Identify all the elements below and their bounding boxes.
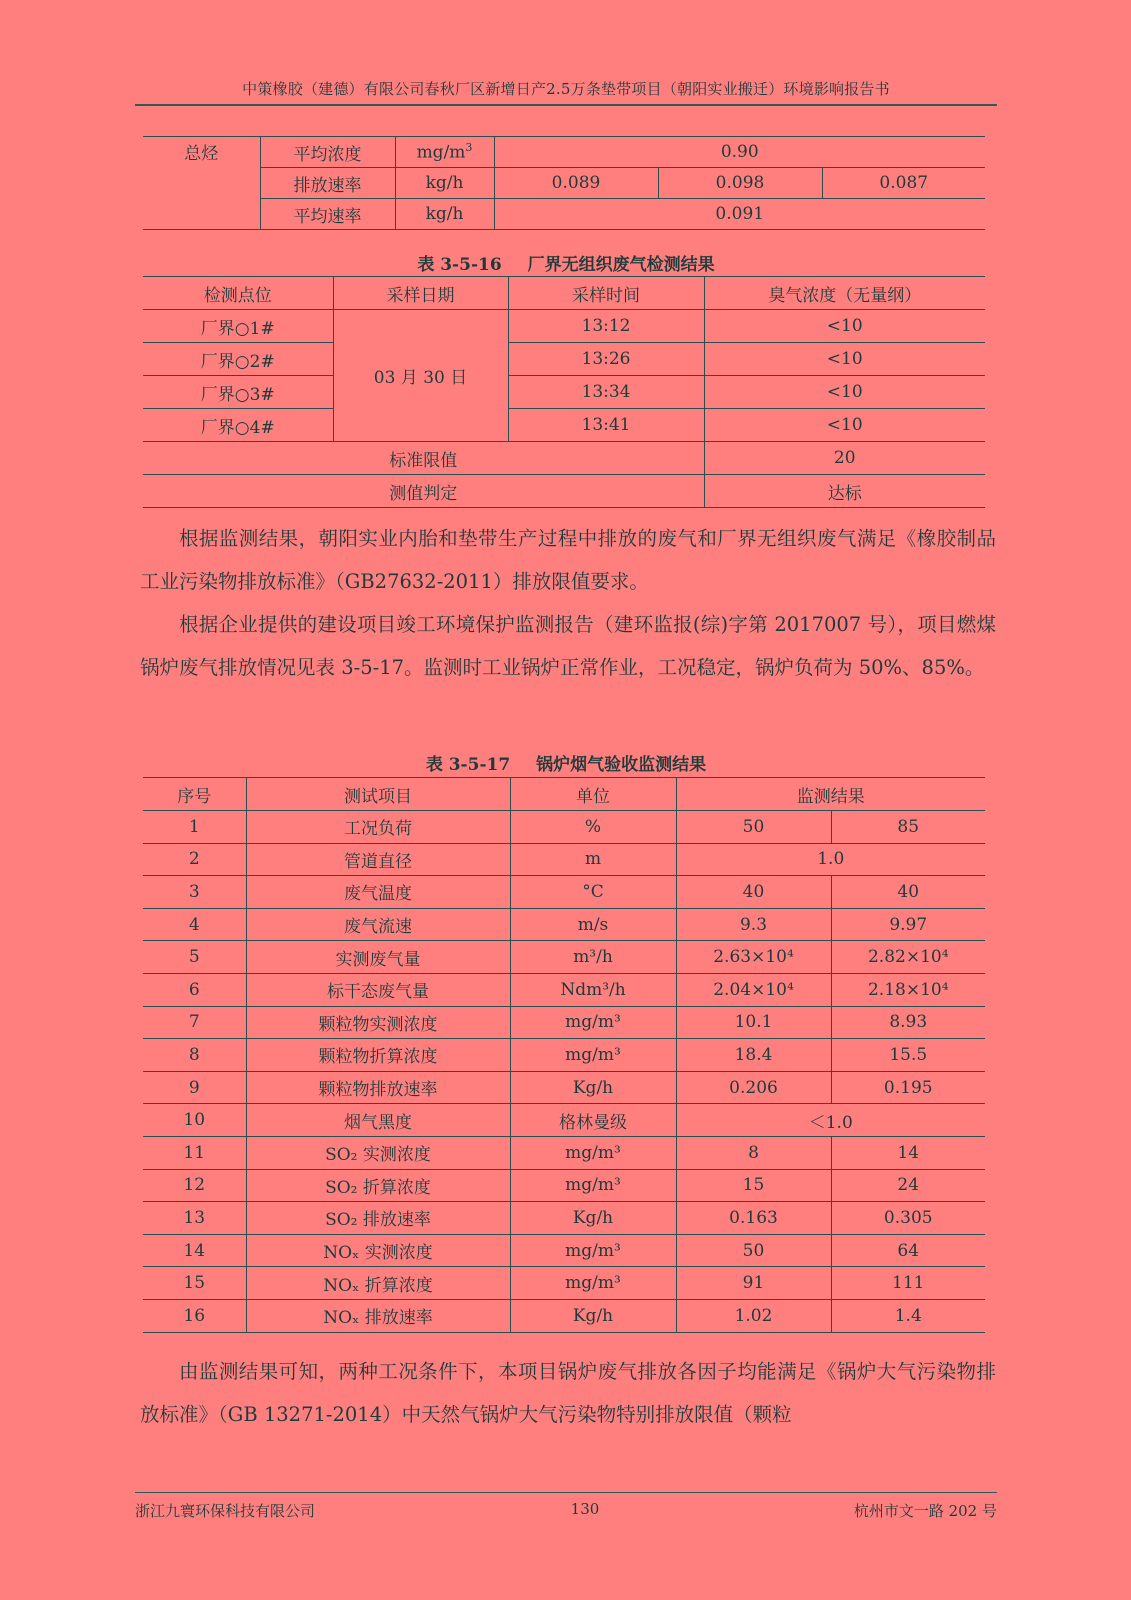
result-load-50: 8 <box>676 1136 831 1169</box>
result-load-50: 50 <box>676 811 831 844</box>
point-cell: 厂界○1# <box>143 310 333 343</box>
header-cell: 臭气浓度（无量纲） <box>704 277 985 310</box>
table17 <box>143 777 985 1333</box>
result-load-85: 85 <box>831 811 985 844</box>
time-cell: 13:12 <box>508 310 704 343</box>
time-cell: 13:41 <box>508 409 704 442</box>
result-load-50: 2.63×10⁴ <box>676 941 831 974</box>
caption-title: 厂界无组织废气检测结果 <box>527 255 715 275</box>
result-load-50: 40 <box>676 876 831 909</box>
test-item: SO₂ 实测浓度 <box>246 1136 510 1169</box>
test-item: 工况负荷 <box>246 811 510 844</box>
body-paragraphs <box>140 517 996 689</box>
table-row <box>143 811 985 844</box>
unit-cell: m/s <box>510 908 676 941</box>
row-item: 平均浓度 <box>260 137 395 168</box>
row-unit: kg/h <box>395 199 494 230</box>
unit-cell: Ndm³/h <box>510 973 676 1006</box>
test-item: 实测废气量 <box>246 941 510 974</box>
running-header: 中策橡胶（建德）有限公司春秋厂区新增日产2.5万条垫带项目（朝阳实业搬迁）环境影响报告书 <box>242 80 890 98</box>
test-item: 废气流速 <box>246 908 510 941</box>
unit-cell: mg/m³ <box>510 1136 676 1169</box>
test-item: NOₓ 折算浓度 <box>246 1267 510 1300</box>
judge-label: 测值判定 <box>143 475 704 508</box>
table-row <box>143 843 985 876</box>
result-load-85: 0.305 <box>831 1202 985 1235</box>
judge-value: 达标 <box>704 475 985 508</box>
unit-cell: m <box>510 843 676 876</box>
table-row <box>143 1299 985 1332</box>
row-unit: $mg/m^3$ <box>395 137 494 168</box>
result-merged: 1.0 <box>676 843 985 876</box>
paragraph-1: 根据监测结果，朝阳实业内胎和垫带生产过程中排放的废气和厂界无组织废气满足《橡胶制品工业污染物排放标准》（GB27632-2011）排放限值要求。 <box>140 527 996 593</box>
row-item: 平均速率 <box>260 199 395 230</box>
header-cell: 测试项目 <box>246 778 510 811</box>
row-number: 13 <box>143 1202 246 1235</box>
header-cell: 监测结果 <box>676 778 985 811</box>
result-load-50: 50 <box>676 1234 831 1267</box>
result-load-50: 18.4 <box>676 1039 831 1072</box>
row-value: 0.089 <box>494 168 658 199</box>
point-cell: 厂界○2# <box>143 343 333 376</box>
caption-number: 表 3-5-16 <box>417 255 502 275</box>
row-number: 15 <box>143 1267 246 1300</box>
row-number: 2 <box>143 843 246 876</box>
footer-rule <box>135 1492 997 1493</box>
header-cell: 序号 <box>143 778 246 811</box>
date-cell: 03 月 30 日 <box>333 310 508 442</box>
total-hydrocarbon-table <box>143 136 985 230</box>
row-number: 5 <box>143 941 246 974</box>
unit-cell: mg/m³ <box>510 1006 676 1039</box>
result-load-85: 15.5 <box>831 1039 985 1072</box>
row-value: 0.90 <box>494 137 985 168</box>
value-cell: <10 <box>704 376 985 409</box>
test-item: 颗粒物实测浓度 <box>246 1006 510 1039</box>
row-number: 6 <box>143 973 246 1006</box>
result-load-85: 14 <box>831 1136 985 1169</box>
result-load-85: 111 <box>831 1267 985 1300</box>
result-load-85: 64 <box>831 1234 985 1267</box>
unit-cell: mg/m³ <box>510 1039 676 1072</box>
table-row <box>143 973 985 1006</box>
table17-caption <box>135 750 997 775</box>
unit-cell: m³/h <box>510 941 676 974</box>
header-cell: 采样时间 <box>508 277 704 310</box>
limit-label: 标准限值 <box>143 442 704 475</box>
test-item: 颗粒物排放速率 <box>246 1071 510 1104</box>
row-value: 0.087 <box>822 168 985 199</box>
result-load-85: 2.18×10⁴ <box>831 973 985 1006</box>
row-number: 16 <box>143 1299 246 1332</box>
row-number: 3 <box>143 876 246 909</box>
row-number: 12 <box>143 1169 246 1202</box>
table-row <box>143 1169 985 1202</box>
result-load-50: 0.163 <box>676 1202 831 1235</box>
unit-cell: °C <box>510 876 676 909</box>
table16-caption <box>135 250 997 275</box>
row-number: 14 <box>143 1234 246 1267</box>
table-row <box>143 1234 985 1267</box>
table-row <box>143 1071 985 1104</box>
row-number: 10 <box>143 1104 246 1137</box>
table-row <box>143 1104 985 1137</box>
result-load-85: 2.82×10⁴ <box>831 941 985 974</box>
result-load-50: 2.04×10⁴ <box>676 973 831 1006</box>
table16 <box>143 276 985 508</box>
unit-cell: mg/m³ <box>510 1267 676 1300</box>
test-item: 废气温度 <box>246 876 510 909</box>
value-cell: <10 <box>704 310 985 343</box>
row-value: 0.098 <box>658 168 822 199</box>
row-number: 4 <box>143 908 246 941</box>
row-number: 11 <box>143 1136 246 1169</box>
time-cell: 13:26 <box>508 343 704 376</box>
row-value: 0.091 <box>494 199 985 230</box>
test-item: NOₓ 排放速率 <box>246 1299 510 1332</box>
test-item: 烟气黑度 <box>246 1104 510 1137</box>
table-row <box>143 1202 985 1235</box>
row-item: 排放速率 <box>260 168 395 199</box>
row-unit: kg/h <box>395 168 494 199</box>
header-cell: 采样日期 <box>333 277 508 310</box>
conclusion-paragraph <box>140 1350 996 1436</box>
unit-cell: Kg/h <box>510 1299 676 1332</box>
result-load-50: 9.3 <box>676 908 831 941</box>
unit-cell: 格林曼级 <box>510 1104 676 1137</box>
table-row <box>143 1006 985 1039</box>
table-row <box>143 941 985 974</box>
result-merged: ＜1.0 <box>676 1104 985 1137</box>
table-row <box>143 1039 985 1072</box>
result-load-50: 0.206 <box>676 1071 831 1104</box>
footer-company: 浙江九寰环保科技有限公司 <box>135 1502 316 1520</box>
group-label: 总烃 <box>143 137 260 230</box>
table-row <box>143 908 985 941</box>
result-load-50: 15 <box>676 1169 831 1202</box>
test-item: NOₓ 实测浓度 <box>246 1234 510 1267</box>
unit-cell: Kg/h <box>510 1202 676 1235</box>
test-item: SO₂ 排放速率 <box>246 1202 510 1235</box>
header-cell: 检测点位 <box>143 277 333 310</box>
row-number: 9 <box>143 1071 246 1104</box>
point-cell: 厂界○4# <box>143 409 333 442</box>
value-cell: <10 <box>704 409 985 442</box>
time-cell: 13:34 <box>508 376 704 409</box>
value-cell: <10 <box>704 343 985 376</box>
unit-cell: mg/m³ <box>510 1169 676 1202</box>
table-row <box>143 1267 985 1300</box>
result-load-50: 10.1 <box>676 1006 831 1039</box>
paragraph-2: 根据企业提供的建设项目竣工环境保护监测报告（建环监报(综)字第 2017007 号），项目燃煤锅炉废气排放情况见表 3-5-17。监测时工业锅炉正常作业，工况稳定，锅炉负荷为 50%、85%。 <box>140 613 996 679</box>
unit-cell: mg/m³ <box>510 1234 676 1267</box>
table-row <box>143 1136 985 1169</box>
row-number: 1 <box>143 811 246 844</box>
paragraph-3: 由监测结果可知，两种工况条件下，本项目锅炉废气排放各因子均能满足《锅炉大气污染物排放标准》（GB 13271-2014）中天然气锅炉大气污染物特别排放限值（颗粒 <box>140 1360 996 1426</box>
test-item: SO₂ 折算浓度 <box>246 1169 510 1202</box>
row-number: 8 <box>143 1039 246 1072</box>
result-load-85: 9.97 <box>831 908 985 941</box>
header-rule <box>135 104 997 106</box>
test-item: 颗粒物折算浓度 <box>246 1039 510 1072</box>
result-load-85: 1.4 <box>831 1299 985 1332</box>
footer-page-number: 130 <box>570 1500 600 1518</box>
caption-title: 锅炉烟气验收监测结果 <box>536 755 707 775</box>
header-cell: 单位 <box>510 778 676 811</box>
result-load-85: 0.195 <box>831 1071 985 1104</box>
unit-cell: Kg/h <box>510 1071 676 1104</box>
result-load-85: 8.93 <box>831 1006 985 1039</box>
result-load-85: 24 <box>831 1169 985 1202</box>
result-load-50: 1.02 <box>676 1299 831 1332</box>
caption-number: 表 3-5-17 <box>425 755 511 775</box>
test-item: 管道直径 <box>246 843 510 876</box>
point-cell: 厂界○3# <box>143 376 333 409</box>
test-item: 标干态废气量 <box>246 973 510 1006</box>
limit-value: 20 <box>704 442 985 475</box>
row-number: 7 <box>143 1006 246 1039</box>
result-load-50: 91 <box>676 1267 831 1300</box>
unit-cell: % <box>510 811 676 844</box>
footer-address: 杭州市文一路 202 号 <box>853 1502 997 1520</box>
result-load-85: 40 <box>831 876 985 909</box>
table-row <box>143 876 985 909</box>
